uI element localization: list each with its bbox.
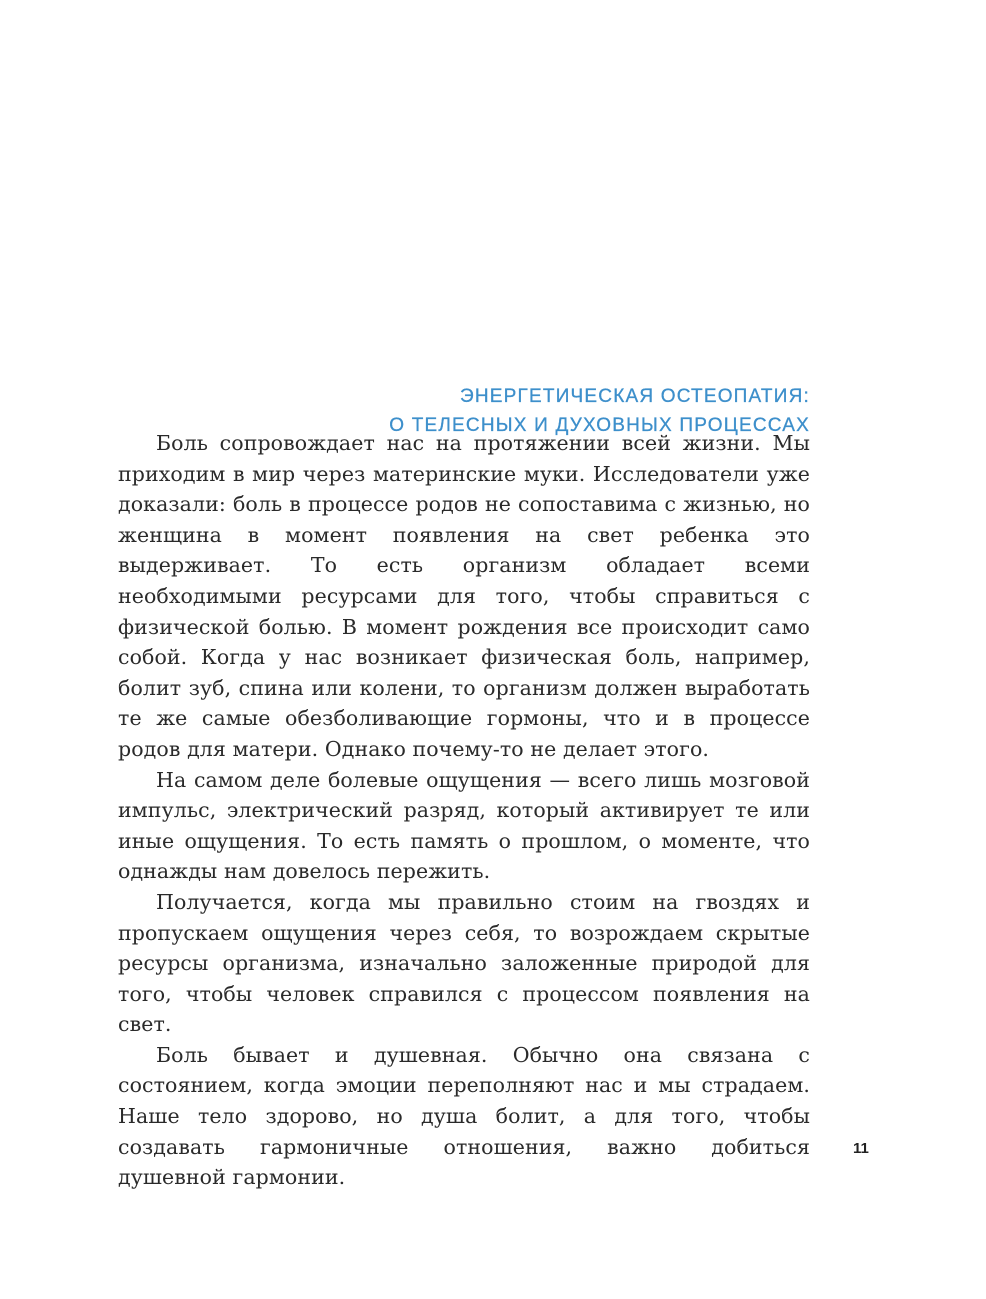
paragraph-4: Боль бывает и душевная. Обычно она связана с состоянием, когда эмоции переполняют нас и мы страдаем. Наше тело здорово, но душа болит, а для того, чтобы создавать гармоничные отношения, важно добиться душевной гармонии. (118, 1042, 810, 1190)
paragraph-1: Боль сопровождает нас на протяжении всей жизни. Мы приходим в мир через материнские муки. Исследователи уже доказали: боль в процессе родов не сопоставима с жизнью, но женщина в момент появления на свет ребенка это выдерживает. То есть организм обладает всеми необходимыми ресурсами для того, чтобы справиться с физической болью. В момент рождения все происходит само собой. Когда у нас возникает физическая боль, например, болит зуб, спина или колени, то организм должен выработать те же самые обезболивающие гормоны, что и в процессе родов для матери. Однако почему-то не делает этого. (118, 431, 810, 761)
paragraph-2: На самом деле болевые ощущения — всего лишь мозговой импульс, электрический разряд, который активирует те или иные ощущения. То есть память о прошлом, о моменте, что однажды нам довелось пережить. (118, 767, 810, 884)
chapter-heading-line-2: О ТЕЛЕСНЫХ И ДУХОВНЫХ ПРОЦЕССАХ (389, 414, 810, 436)
chapter-heading-line-1: ЭНЕРГЕТИЧЕСКАЯ ОСТЕОПАТИЯ: (460, 385, 810, 407)
paragraph-3: Получается, когда мы правильно стоим на гвоздях и пропускаем ощущения через себя, то возрождаем скрытые ресурсы организма, изначально заложенные природой для того, чтобы человек справился с процессом появления на свет. (118, 889, 810, 1037)
page-number: 11 (853, 1140, 869, 1157)
body-text (118, 428, 810, 1193)
